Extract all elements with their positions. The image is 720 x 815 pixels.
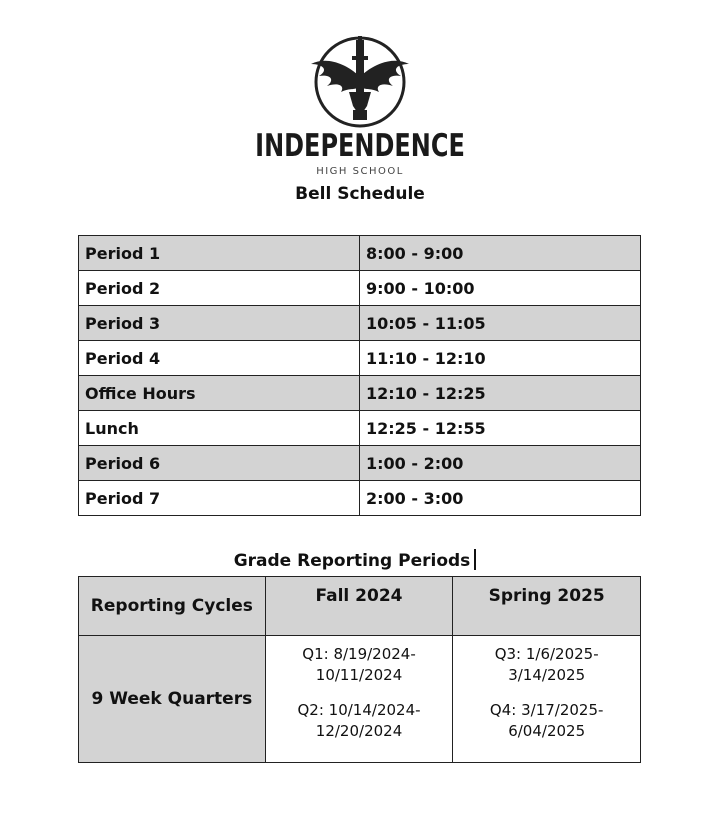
period-time: 12:10 - 12:25	[360, 376, 641, 411]
period-label: Period 2	[79, 271, 360, 306]
period-time: 1:00 - 2:00	[360, 446, 641, 481]
table-row	[79, 411, 641, 446]
school-name: INDEPENDENCE	[255, 128, 465, 164]
period-label: Period 1	[79, 236, 360, 271]
grade-reporting-table	[78, 576, 641, 763]
table-row	[79, 341, 641, 376]
grade-reporting-title-text: Grade Reporting Periods	[233, 551, 471, 571]
period-label: Office Hours	[79, 376, 360, 411]
text-cursor	[474, 549, 476, 570]
school-subtitle: HIGH SCHOOL	[316, 166, 404, 177]
period-time: 11:10 - 12:10	[360, 341, 641, 376]
period-time: 8:00 - 9:00	[360, 236, 641, 271]
quarter-dates: Q1: 8/19/2024- 10/11/2024	[302, 645, 416, 684]
quarter-dates: Q2: 10/14/2024- 12/20/2024	[297, 701, 421, 740]
period-time: 12:25 - 12:55	[360, 411, 641, 446]
page-title: Bell Schedule	[295, 184, 425, 204]
table-header-row	[79, 577, 641, 636]
period-label: Period 7	[79, 481, 360, 516]
table-row	[79, 236, 641, 271]
period-label: Period 6	[79, 446, 360, 481]
table-row	[79, 636, 641, 763]
header-fall: Fall 2024	[265, 577, 453, 636]
period-time: 10:05 - 11:05	[360, 306, 641, 341]
table-row	[79, 481, 641, 516]
eagle-tower-logo-icon	[305, 34, 415, 130]
period-label: Lunch	[79, 411, 360, 446]
quarter-dates: Q4: 3/17/2025- 6/04/2025	[489, 701, 604, 740]
grade-reporting-title	[0, 549, 710, 573]
period-label: Period 3	[79, 306, 360, 341]
fall-dates	[265, 636, 453, 763]
period-time: 9:00 - 10:00	[360, 271, 641, 306]
period-time: 2:00 - 3:00	[360, 481, 641, 516]
row-label-quarters: 9 Week Quarters	[79, 636, 266, 763]
period-label: Period 4	[79, 341, 360, 376]
quarter-dates: Q3: 1/6/2025- 3/14/2025	[494, 645, 599, 684]
table-row	[79, 271, 641, 306]
header-reporting-cycles: Reporting Cycles	[79, 577, 266, 636]
spring-dates	[453, 636, 641, 763]
bell-schedule-table	[78, 235, 641, 516]
table-row	[79, 306, 641, 341]
table-row	[79, 376, 641, 411]
header-spring: Spring 2025	[453, 577, 641, 636]
table-row	[79, 446, 641, 481]
